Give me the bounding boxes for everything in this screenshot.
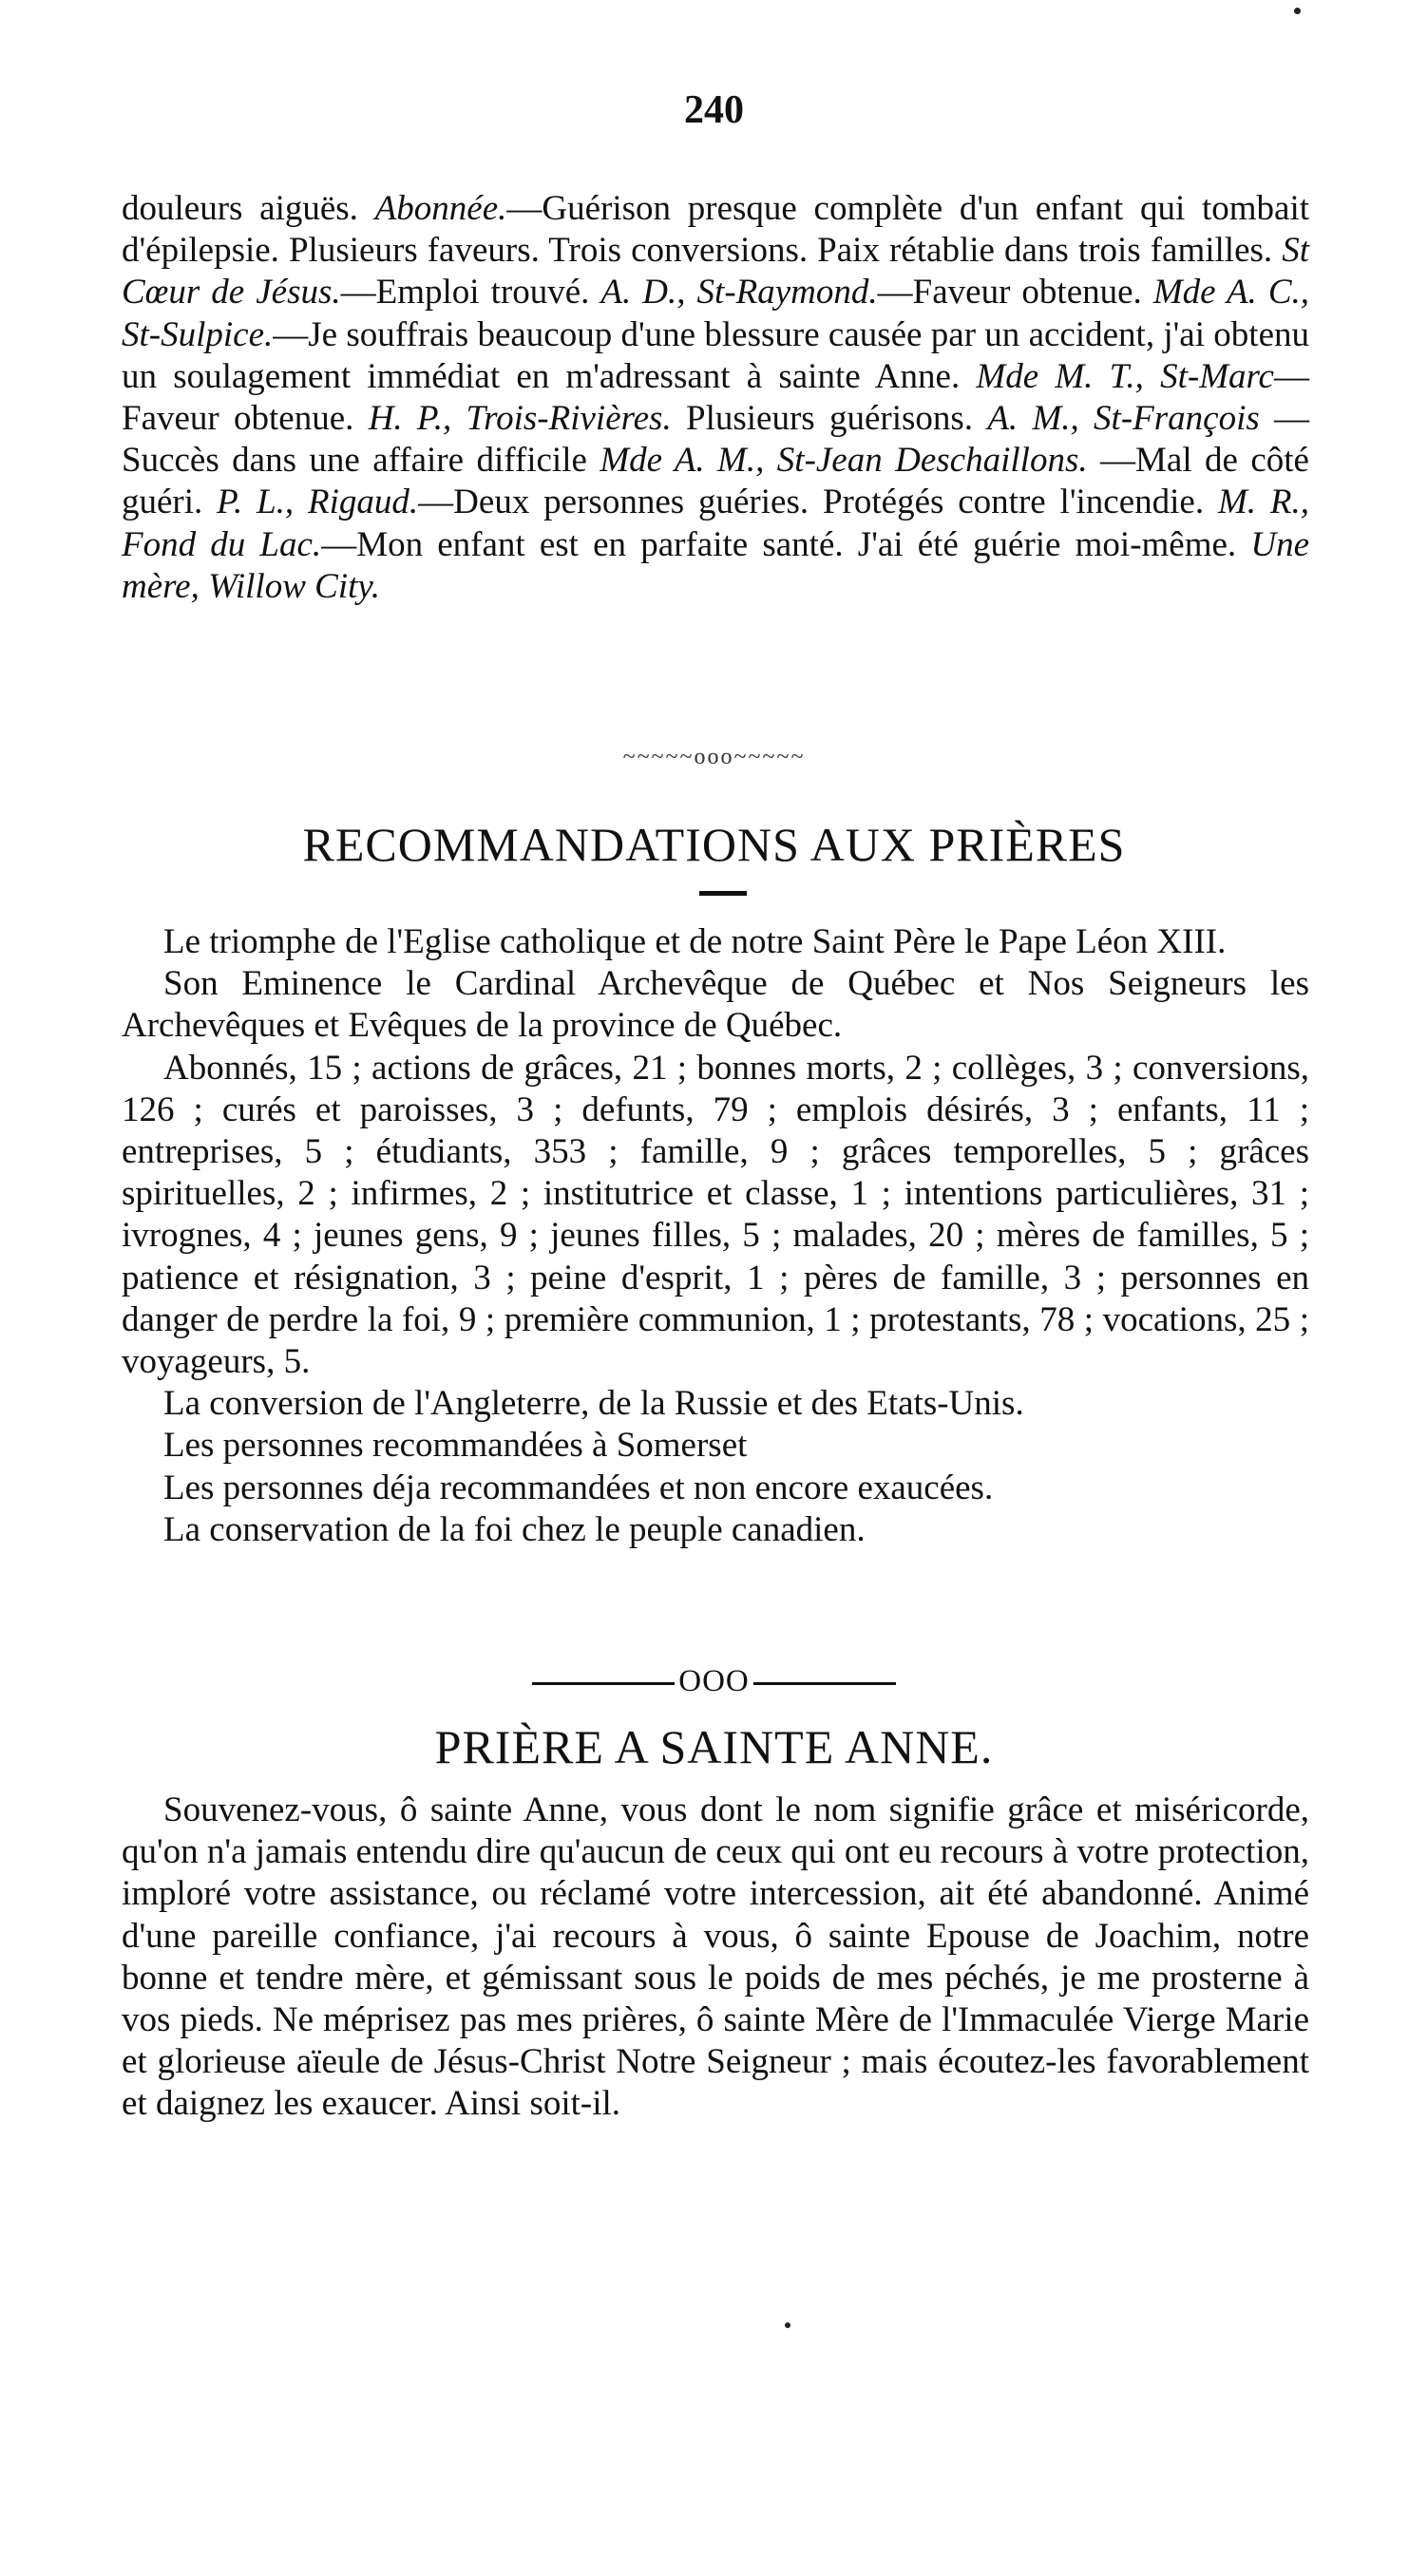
section-title-priere: PRIÈRE A SAINTE ANNE. <box>434 1720 994 1773</box>
intro-text: douleurs aiguës. <box>122 189 375 228</box>
intro-text: — Succès dans une affaire difficile <box>122 399 1310 481</box>
intro-block <box>122 188 1309 608</box>
intro-text: —Faveur obtenue. <box>877 273 1153 313</box>
recommandation-paragraph: Son Eminence le Cardinal Archevêque de Québec et Nos Seigneurs les Archevêques et Evêques de la province de Québec. <box>122 964 1309 1046</box>
intro-text: Plusieurs guérisons. <box>671 399 988 439</box>
intro-attribution: Une mère, Willow City. <box>122 524 1309 606</box>
separator-rule-left <box>532 1682 675 1685</box>
ink-speck <box>1294 8 1301 14</box>
intro-attribution: H. P., Trois-Rivières. <box>368 399 672 439</box>
ooo-separator <box>0 1664 1428 1699</box>
intro-text: —Je souffrais beaucoup d'une blessure causée par un accident, j'ai obtenu un soulagement immédiat en m'adressant à sainte Anne. <box>122 314 1309 396</box>
intro-attribution: St Cœur de Jésus. <box>122 231 1309 313</box>
recommandation-paragraph: Le triomphe de l'Eglise catholique et de notre Saint Père le Pape Léon XIII. <box>163 922 1227 961</box>
recommandation-counts: Abonnés, 15 ; actions de grâces, 21 ; bonnes morts, 2 ; collèges, 3 ; conversions, 126 ; curés et paroisses, 3 ; defunts, 79 ; emplois désirés, 3 ; enfants, 11 ; entreprises, 5 ; étudiants, 353 ; famille, 9 ; grâces temporelles, 5 ; grâces spirituelles, 2 ; infirmes, 2 ; institutrice et classe, 1 ; intentions particulières, 31 ; ivrognes, 4 ; jeunes gens, 9 ; jeunes filles, 5 ; malades, 20 ; mères de familles, 5 ; patience et résignation, 3 ; peine d'esprit, 1 ; pères de famille, 3 ; personnes en danger de perdre la foi, 9 ; première communion, 1 ; protestants, 78 ; vocations, 25 ; voyageurs, 5. <box>122 1048 1309 1382</box>
recommandation-paragraph: La conversion de l'Angleterre, de la Russie et des Etats-Unis. <box>163 1384 1024 1424</box>
intro-paragraph <box>122 188 1309 608</box>
ink-speck <box>785 2322 790 2328</box>
intro-attribution: Mde A. M., St-Jean Deschaillons. <box>600 441 1088 481</box>
intro-attribution: Mde A. C., St-Sulpice. <box>122 273 1310 354</box>
recommandation-paragraph: Les personnes recommandées à Somerset <box>163 1426 748 1466</box>
intro-attribution: A. D., St-Raymond. <box>600 273 878 313</box>
recommandation-paragraph: La conservation de la foi chez le peuple canadien. <box>163 1509 866 1549</box>
intro-attribution: Mde M. T., St-Marc <box>976 356 1274 396</box>
intro-attribution: Abonnée. <box>374 189 507 228</box>
intro-text: —Guérison presque complète d'un enfant qui tombait d'épilepsie. Plusieurs faveurs. Trois conversions. Paix rétablie dans trois familles. <box>122 189 1310 271</box>
section-title-recommandations: RECOMMANDATIONS AUX PRIÈRES <box>302 818 1126 871</box>
recommandation-paragraph: Les personnes déja recommandées et non encore exaucées. <box>163 1468 994 1507</box>
priere-block <box>122 1790 1309 2126</box>
intro-text: —Emploi trouvé. <box>340 273 601 313</box>
intro-text: —Mon enfant est en parfaite santé. J'ai été guérie moi-même. <box>321 524 1251 564</box>
separator-rule-right <box>753 1682 896 1685</box>
intro-text: —Faveur obtenue. <box>122 356 1309 439</box>
intro-attribution: M. R., Fond du Lac. <box>122 483 1309 564</box>
recommandations-block <box>122 921 1309 1551</box>
priere-paragraph: Souvenez-vous, ô sainte Anne, vous dont le nom signifie grâce et miséricorde, qu'on n'a jamais entendu dire qu'aucun de ceux qui ont eu recours à votre protection, imploré votre assistance, ou réclamé votre intercession, ait été abandonné. Animé d'une pareille confiance, j'ai recours à vous, ô sainte Epouse de Joachim, notre bonne et tendre mère, et gémissant sous le poids de mes péchés, je me prosterne à vos pieds. Ne méprisez pas mes prières, ô sainte Mère de l'Immaculée Vierge Marie et glorieuse aïeule de Jésus-Christ Notre Seigneur ; mais écoutez-les favorablement et daignez les exaucer. Ainsi soit-il. <box>122 1790 1309 2124</box>
page-number: 240 <box>684 88 744 132</box>
ornament-divider: ~~~~~ooo~~~~~ <box>622 745 806 769</box>
intro-attribution: P. L., Rigaud. <box>217 483 419 522</box>
intro-attribution: A. M., St-François <box>987 399 1260 439</box>
title-dash <box>699 891 747 896</box>
intro-text: —Mal de côté guéri. <box>122 441 1309 522</box>
separator-text: OOO <box>678 1664 750 1698</box>
intro-text: —Deux personnes guéries. Protégés contre l'incendie. <box>418 483 1218 522</box>
